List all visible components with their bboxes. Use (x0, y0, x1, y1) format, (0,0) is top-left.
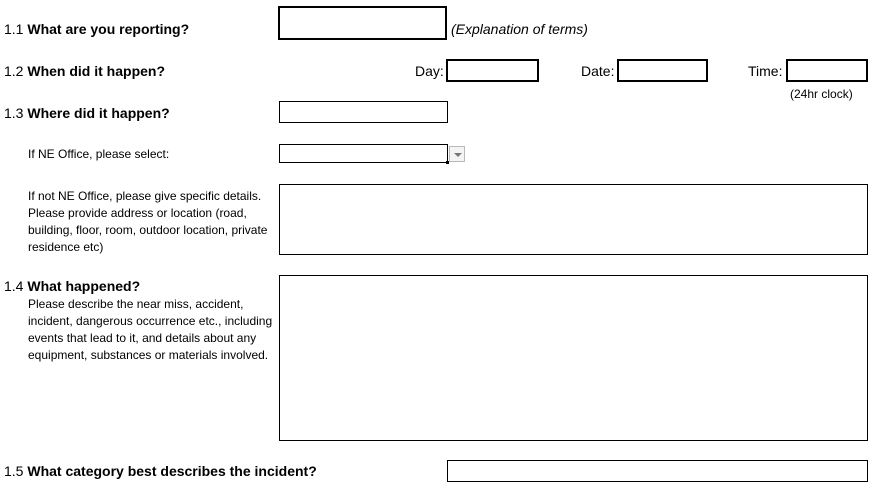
location-field[interactable] (279, 101, 448, 123)
reporting-type-field[interactable] (278, 6, 447, 40)
chevron-down-icon[interactable] (449, 146, 465, 162)
question-label: What category best describes the incident? (27, 463, 317, 479)
question-label: What are you reporting? (27, 21, 190, 37)
what-happened-description: Please describe the near miss, accident, incident, dangerous occurrence etc., including events that lead to it, and details about any equipment, substances or materials involved. (28, 297, 273, 362)
ne-office-select[interactable] (279, 144, 448, 163)
day-field[interactable] (446, 59, 539, 82)
time-field[interactable] (786, 59, 868, 82)
time-format-note: (24hr clock) (790, 87, 853, 101)
time-label: Time: (748, 63, 783, 79)
question-1-4 (4, 278, 140, 294)
question-label: When did it happen? (27, 63, 166, 79)
question-number: 1.3 (4, 105, 24, 121)
ne-office-label: If NE Office, please select: (28, 147, 170, 161)
incident-category-field[interactable] (447, 460, 868, 482)
other-location-label: If not NE Office, please give specific details. Please provide address or location (road, building, floor, room, outdoor location, private residence etc) (28, 189, 268, 254)
question-number: 1.1 (4, 21, 24, 37)
question-1-1 (4, 21, 189, 37)
question-1-5 (4, 463, 317, 479)
other-location-field[interactable] (279, 184, 868, 255)
question-label: What happened? (27, 278, 141, 294)
question-1-2 (4, 63, 165, 79)
date-label: Date: (581, 63, 615, 79)
question-number: 1.5 (4, 463, 24, 479)
explanation-of-terms-link[interactable]: (Explanation of terms) (451, 21, 588, 37)
question-number: 1.4 (4, 278, 24, 294)
date-field[interactable] (617, 59, 708, 82)
question-1-3 (4, 105, 170, 121)
what-happened-field[interactable] (279, 275, 868, 441)
question-label: Where did it happen? (27, 105, 170, 121)
day-label: Day: (415, 63, 444, 79)
question-number: 1.2 (4, 63, 24, 79)
